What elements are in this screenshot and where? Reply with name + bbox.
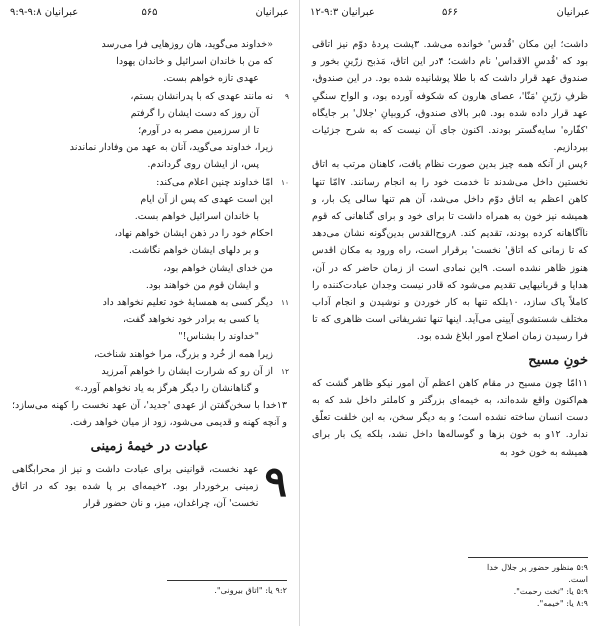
closing-paragraph: ۱۳خدا با سخن‌گفتن از عهدی 'جدید'، آن عهد نخست را کهنه می‌سازد؛ و آنچه کهنه و قدیمی می‌شود، زود از میان خواهد رفت. xyxy=(12,400,287,429)
section-title-earthly-tabernacle: عبادت در خیمهٔ زمینی xyxy=(90,438,209,454)
chapter-paragraph xyxy=(12,456,287,513)
footnote-2: ۵:۹ یا: "تخت رحمت". xyxy=(513,586,588,596)
poem-line xyxy=(12,363,287,380)
left-header-reference: ۹:۹-۹:۸ عبرانیان xyxy=(10,7,79,18)
footnote: ۹:۲ یا: "اتاق بیرونی". xyxy=(214,585,287,595)
poem-line xyxy=(12,53,287,70)
poem-line-text: آن روز که دست ایشان را گرفتم xyxy=(130,107,259,119)
chapter-paragraph-text: عهد نخست، قوانینی برای عبادت داشت و نیز از محرابگاهی زمینی برخوردار بود. ۲خیمه‌ای بر پا شده بود که در اتاق نخست' آن، چراغدان، میز، و نان حضور قرار xyxy=(12,463,259,510)
section-title-blood-of-christ: خونِ مسیح xyxy=(528,352,588,368)
poem-line-text: زیرا همه از خُرد و بزرگ، مرا خواهند شناخت، xyxy=(93,348,273,360)
poem-line-text: نه مانند عهدی که با پدرانشان بستم، xyxy=(130,90,273,102)
poem-line-text: زیرا، خداوند می‌گوید، آنان به عهد من وفادار نماندند xyxy=(69,142,273,154)
poem-line xyxy=(12,242,287,259)
right-page xyxy=(300,0,600,626)
poem-line xyxy=(12,36,287,53)
right-header-reference: ۱۲-۹:۳ عبرانیان xyxy=(310,7,375,18)
right-header-page-number: ۵۶۶ xyxy=(441,7,459,18)
right-header-book-title: عبرانیان xyxy=(556,7,590,18)
poem-line xyxy=(12,328,287,345)
poem-line-text: احکام خود را در ذهن ایشان خواهم نهاد، xyxy=(114,228,273,240)
left-header-book-title: عبرانیان xyxy=(255,7,289,18)
poem-line-text: این است عهدی که پس از آن ایام xyxy=(140,193,273,205)
poem-line-text: تا از سرزمین مصر به در آورم؛ xyxy=(138,125,259,137)
poem-line-text: از آن رو که شرارت ایشان را خواهم آمرزید xyxy=(101,365,273,377)
poem-line xyxy=(12,225,287,242)
poem-quotation xyxy=(12,36,287,397)
poem-line-text: دیگر کسی به همسایهٔ خود تعلیم نخواهد داد xyxy=(102,297,273,309)
poem-line xyxy=(12,88,287,105)
poem-line-text: «خداوند می‌گوید، هان روزهایی فرا می‌رسد xyxy=(101,39,273,50)
poem-line-text: امّا خداوند چنین اعلام می‌کند: xyxy=(156,176,273,188)
right-page-body xyxy=(312,36,588,461)
poem-line-text: عهدی تازه خواهم بست. xyxy=(163,73,259,85)
footnote-1: ۵:۹ منظور حضور پر جلال خدا است. xyxy=(486,562,588,584)
paragraph-3: ۱۱امّا چون مسیح در مقام کاهن اعظم آن امور نیکو ظاهر گشت که هم‌اکنون واقع شده‌اند، به خیمه‌ای بزرگتر و کاملتر داخل شد که به دست انسان ساخته نشده است؛ و به دیگر سخن، به این خلقت تعلّق ندارد. ۱۲و به خون بزها و گوساله‌ها داخل نشد، بلکه یک بار برای همیشه به خون خود به xyxy=(312,377,588,458)
poem-line-text: پس، از ایشان روی گرداندم. xyxy=(147,159,259,171)
poem-line xyxy=(12,380,287,397)
poem-line-text: و بر دلهای ایشان خواهم نگاشت. xyxy=(128,245,259,257)
poem-line xyxy=(12,294,287,311)
poem-line-text: با خاندان اسرائیل خواهم بست. xyxy=(134,211,259,223)
poem-line xyxy=(12,70,287,87)
poem-line xyxy=(12,122,287,139)
poem-line xyxy=(12,346,287,363)
left-page-header xyxy=(10,5,289,21)
poem-line-text: یا کسی به برادر خود نخواهد گفت، xyxy=(122,314,259,326)
verse-number: ۱۰ xyxy=(280,177,289,187)
poem-line xyxy=(12,208,287,225)
poem-line xyxy=(12,156,287,173)
chapter-number: ۹ xyxy=(264,456,287,506)
poem-line-text: و گناهانشان را دیگر هرگز به یاد نخواهم آورد.» xyxy=(74,383,259,395)
left-footnotes xyxy=(167,580,287,596)
left-page-body xyxy=(12,36,287,512)
poem-line-text: و ایشان قوم من خواهند بود. xyxy=(145,279,259,291)
poem-line xyxy=(12,277,287,294)
poem-line xyxy=(12,139,287,156)
paragraph-2: ۶پس از آنکه همه چیز بدین صورت نظام یافت، کاهنان مرتب به اتاق نخستین داخل می‌شدند تا خدمت خود را به انجام رسانند. ۷امّا تنها کاهن اعظم به اتاق دوّم داخل می‌شد، آن هم تنها سالی یک بار، و همیشه نیز خون به همراه داشت تا برای خود و برای گناهانی که قوم ناآگاهانه کرده بودند، تقدیم کند. ۸روح‌القدس بدین‌گونه نشان می‌دهد که تا زمانی که اتاق' نخست' برقرار است، راه ورود به مکان اقدس هنوز ظاهر نشده است. ۹این نمادی است از زمان حاضر که در آن، هدایا و قربانیهایی تقدیم می‌شود که قادر نیست وجدان عبادت‌کننده را کاملاً پاک سازد، ۱۰بلکه تنها به کار خوردن و نوشیدن و انجام آداب مختلف شستشوی آیینی می‌آید. اینها تنها تشریفاتی است ظاهری که تا فرا رسیدن زمان اصلاح امور ابلاغ شده بود. xyxy=(312,159,589,343)
poem-line xyxy=(12,311,287,328)
poem-line-text: "خداوند را بشناس!" xyxy=(178,331,259,343)
poem-line xyxy=(12,105,287,122)
verse-number: ۱۱ xyxy=(280,298,289,308)
poem-line xyxy=(12,260,287,277)
poem-line-text: من خدای ایشان خواهم بود، xyxy=(163,262,273,274)
verse-number: ۹ xyxy=(284,91,289,101)
poem-line xyxy=(12,191,287,208)
verse-number: ۱۲ xyxy=(280,366,289,376)
poem-line xyxy=(12,174,287,191)
right-footnotes xyxy=(468,557,588,609)
paragraph-1: داشت؛ این مکان 'قُدس' خوانده می‌شد. ۳پشت پردهٔ دوّم نیز اتاقی بود که 'قُدسِ الاقداس' نام داشت؛ ۴در این اتاق، مَذبح زرّینِ بخور و صندوق عهد قرار داشت که با طلا پوشانیده شده بود. در این صندوق، ظرفِ زرّینِ 'مَنّا'، عصای هارون که شکوفه آورده بود، و الواح سنگیِ عهد قرار داده شده بود. ۵بر بالای صندوق، کروبیانِ 'جلال' بر جایگاه 'کفّاره' سایه‌گستر بودند. اکنون جای آن نیست که به شرح جزئیات بپردازیم. xyxy=(312,39,588,154)
footnote-3: ۸:۹ یا: "خیمه". xyxy=(536,598,588,608)
poem-line-text: که من با خاندان اسرائیل و خاندان یهودا xyxy=(116,56,273,68)
left-header-page-number: ۵۶۵ xyxy=(141,7,158,18)
right-page-header xyxy=(310,5,590,21)
